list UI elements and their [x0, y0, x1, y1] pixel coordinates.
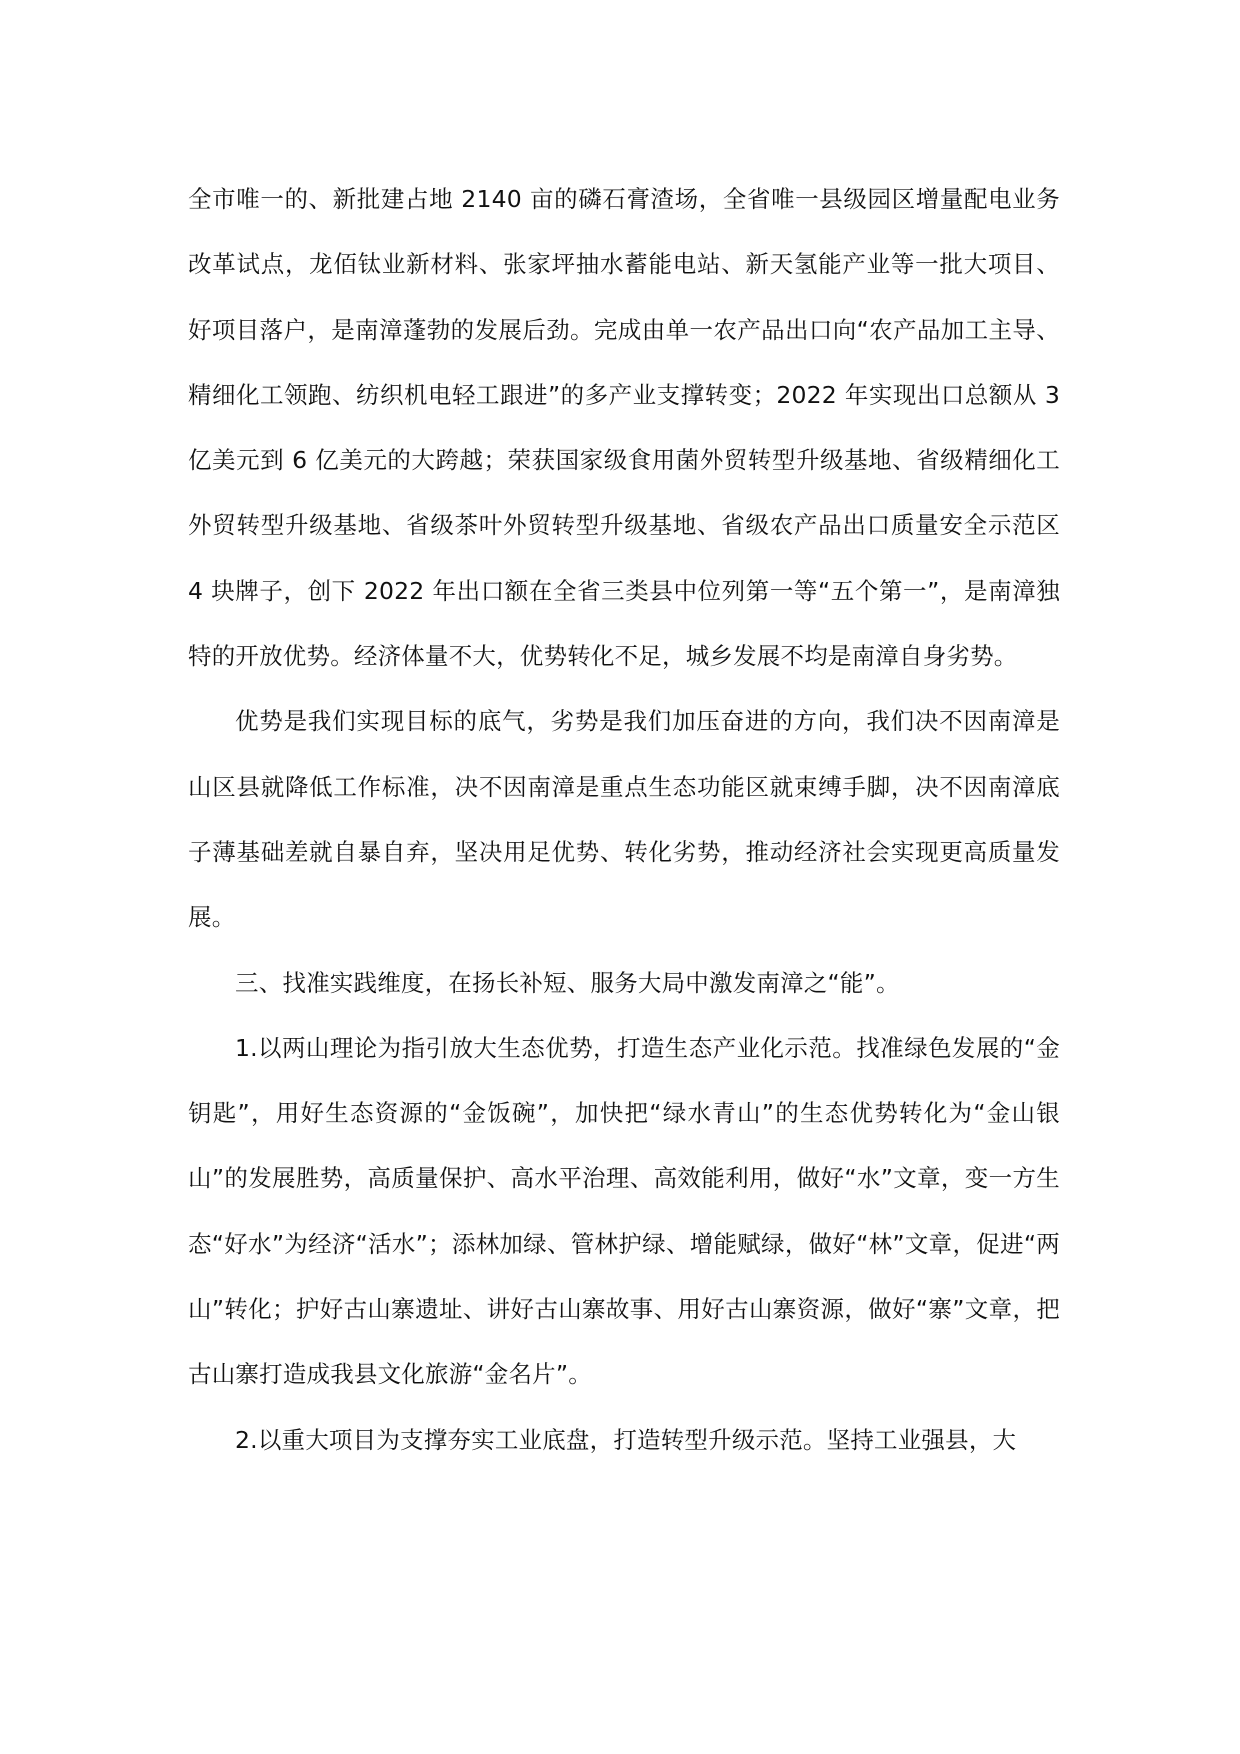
- document-body: [188, 167, 1060, 1473]
- paragraph-continuation: 全市唯一的、新批建占地 2140 亩的磷石膏渣场，全省唯一县级园区增量配电业务改革试点，龙佰钛业新材料、张家坪抽水蓄能电站、新天氢能产业等一批大项目、好项目落户，是南漳蓬勃的发展后劲。完成由单一农产品出口向“农产品加工主导、精细化工领跑、纺织机电轻工跟进”的多产业支撑转变；2022 年实现出口总额从 3 亿美元到 6 亿美元的大跨越；荣获国家级食用菌外贸转型升级基地、省级精细化工外贸转型升级基地、省级茶叶外贸转型升级基地、省级农产品出口质量安全示范区 4 块牌子，创下 2022 年出口额在全省三类县中位列第一等“五个第一”，是南漳独特的开放优势。经济体量不大，优势转化不足，城乡发展不均是南漳自身劣势。: [188, 185, 1060, 671]
- section-heading-three: 三、找准实践维度，在扬长补短、服务大局中激发南漳之“能”。: [235, 968, 900, 997]
- paragraph-advantage-summary: 优势是我们实现目标的底气，劣势是我们加压奋进的方向，我们决不因南漳是山区县就降低工作标准，决不因南漳是重点生态功能区就束缚手脚，决不因南漳底子薄基础差就自暴自弃，坚决用足优势、转化劣势，推动经济社会实现更高质量发展。: [188, 707, 1060, 932]
- paragraph-item-two: 2.以重大项目为支撑夯实工业底盘，打造转型升级示范。坚持工业强县，大: [235, 1425, 1017, 1454]
- paragraph-item-one: 1.以两山理论为指引放大生态优势，打造生态产业化示范。找准绿色发展的“金钥匙”，用好生态资源的“金饭碗”，加快把“绿水青山”的生态优势转化为“金山银山”的发展胜势，高质量保护、高水平治理、高效能利用，做好“水”文章，变一方生态“好水”为经济“活水”；添林加绿、管林护绿、增能赋绿，做好“林”文章，促进“两山”转化；护好古山寨遗址、讲好古山寨故事、用好古山寨资源，做好“寨”文章，把古山寨打造成我县文化旅游“金名片”。: [188, 1033, 1060, 1389]
